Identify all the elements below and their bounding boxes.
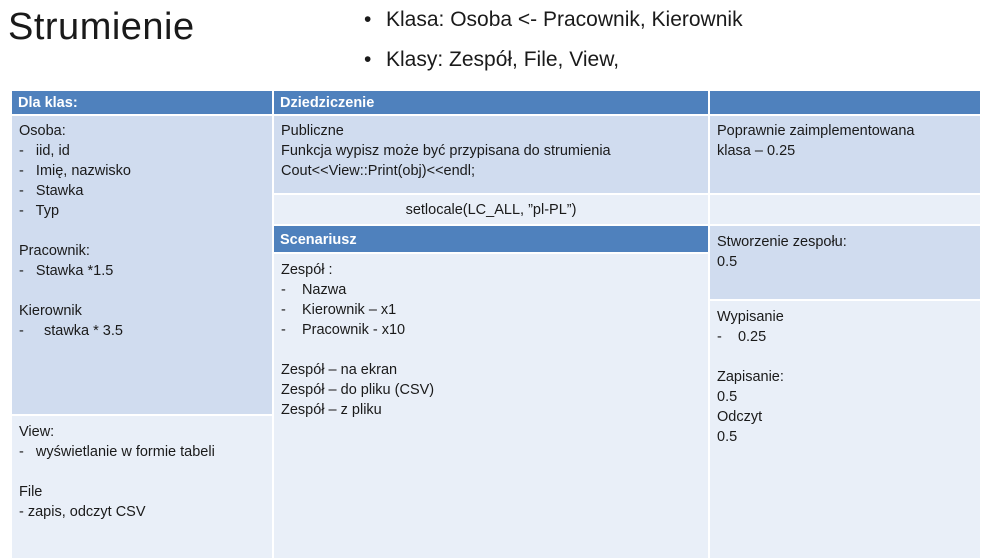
text-line: - Stawka *1.5 (19, 263, 114, 279)
text-line: Pracownik: (19, 243, 90, 259)
text-line: - 0.25 (717, 329, 767, 345)
bullet-item: • Klasy: Zespół, File, View, (364, 40, 743, 80)
text-line: - Stawka (19, 183, 84, 199)
text-line: - zapis, odczyt CSV (19, 504, 146, 520)
text-line: - stawka * 3.5 (19, 323, 123, 339)
text-line: Zespół – do pliku (CSV) (281, 382, 435, 398)
text-line: - Pracownik - x10 (281, 322, 406, 338)
text-line (717, 347, 973, 367)
slide-title: Strumienie (8, 6, 195, 48)
setlocale-cell: setlocale(LC_ALL, ”pl-PL”) (274, 195, 708, 224)
score-impl-cell (710, 116, 980, 193)
empty-cell (710, 195, 980, 224)
text-line: Zapisanie: (717, 369, 784, 385)
text-line: Publiczne (281, 123, 344, 139)
text-line: - Typ (19, 203, 60, 219)
header-scenariusz: Scenariusz (274, 226, 708, 252)
scenario-cell (274, 254, 708, 558)
header-dla-klas: Dla klas: (12, 91, 272, 114)
bullet-item: • Klasa: Osoba <- Pracownik, Kierownik (364, 0, 743, 40)
text-line: Zespół – na ekran (281, 362, 398, 378)
text-line: View: (19, 424, 55, 440)
classes-cell (12, 116, 272, 414)
text-line (281, 340, 701, 360)
header-empty (710, 91, 980, 114)
header-dziedziczenie: Dziedziczenie (274, 91, 708, 114)
inheritance-cell (274, 116, 708, 193)
text-line: Zespół : (281, 262, 333, 278)
text-line: - Imię, nazwisko (19, 163, 131, 179)
text-line: Funkcja wypisz może być przypisana do strumienia (281, 143, 611, 159)
text-line: Osoba: (19, 123, 66, 139)
text-line: - wyświetlanie w formie tabeli (19, 444, 215, 460)
text-line: - Kierownik – x1 (281, 302, 397, 318)
text-line: Wypisanie (717, 309, 784, 325)
text-line: File (19, 484, 43, 500)
text-line: - Nazwa (281, 282, 347, 298)
text-line: 0.5 (717, 254, 738, 270)
score-io-cell (710, 301, 980, 558)
text-line: - iid, id (19, 143, 70, 159)
text-line: 0.5 (717, 389, 738, 405)
text-line: klasa – 0.25 (717, 143, 796, 159)
text-line: Cout<<View::Print(obj)<<endl; (281, 163, 475, 179)
text-line (19, 281, 265, 301)
classes-extra-cell (12, 416, 272, 558)
text-line (19, 462, 265, 482)
text-line: Kierownik (19, 303, 82, 319)
score-team-cell (710, 226, 980, 299)
text-line (19, 221, 265, 241)
text-line: Poprawnie zaimplementowana (717, 123, 915, 139)
bullet-list (364, 0, 743, 80)
text-line: Zespół – z pliku (281, 402, 382, 418)
text-line: Stworzenie zespołu: (717, 234, 847, 250)
text-line: 0.5 (717, 429, 738, 445)
text-line: Odczyt (717, 409, 763, 425)
